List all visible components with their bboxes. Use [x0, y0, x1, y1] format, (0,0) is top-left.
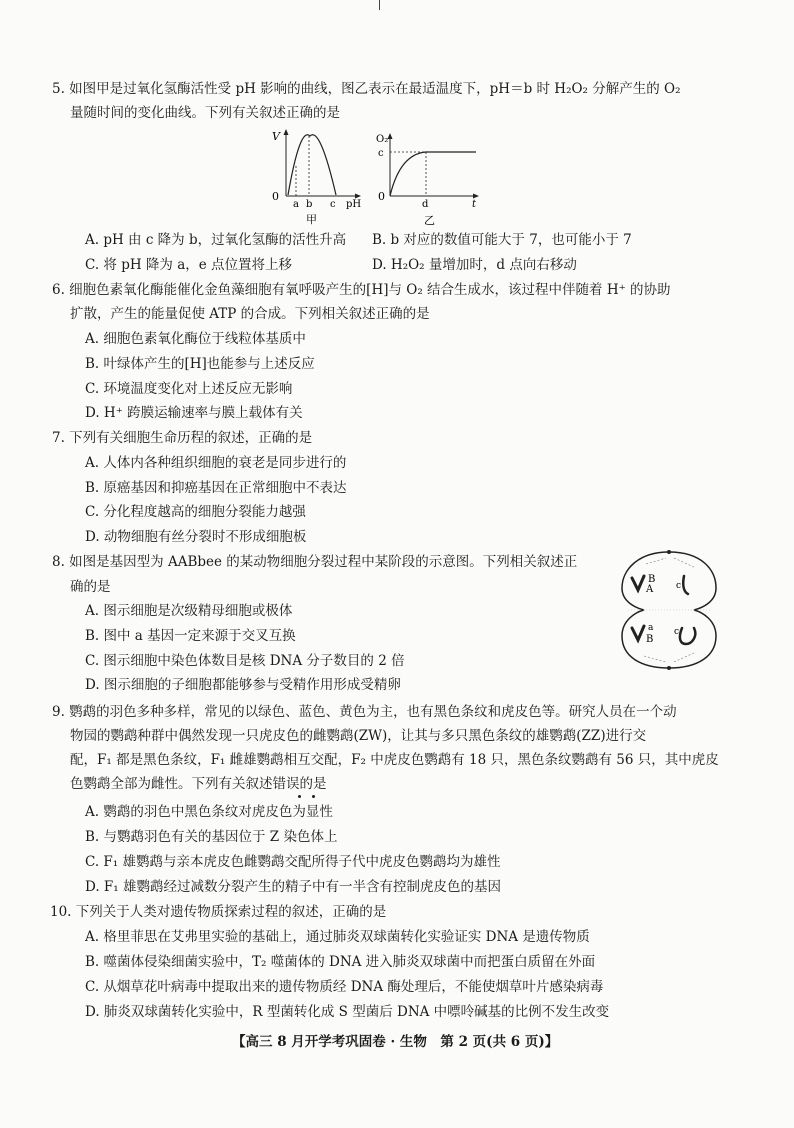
q8-option-b: B. 图中 a 基因一定来源于交叉互换 — [85, 628, 296, 644]
q7-option-c: C. 分化程度越高的细胞分裂能力越强 — [85, 504, 306, 520]
q5-option-b: B. b 对应的数值可能大于 7，也可能小于 7 — [372, 232, 632, 248]
q6-stem-line2: 扩散，产生的能量促使 ATP 的合成。下列相关叙述正确的是 — [70, 306, 430, 322]
q9-option-c: C. F₁ 雄鹦鹉与亲本虎皮色雌鹦鹉交配所得子代中虎皮色鹦鹉均为雄性 — [85, 854, 501, 870]
q5-stem-line2: 量随时间的变化曲线。下列有关叙述正确的是 — [70, 105, 340, 121]
q9-option-b: B. 与鹦鹉羽色有关的基因位于 Z 染色体上 — [85, 829, 338, 845]
graph-jia-y-label: V — [272, 130, 280, 143]
q10-option-c: C. 从烟草花叶病毒中提取出来的遗传物质经 DNA 酶处理后，不能使烟草叶片感染病毒 — [85, 979, 604, 995]
fig-label-B-top: B — [648, 574, 656, 585]
emphasis-dot — [298, 795, 301, 798]
q7-option-b: B. 原癌基因和抑癌基因在正常细胞中不表达 — [85, 480, 347, 496]
graph-yi-y-tick: c — [378, 148, 384, 159]
q6-option-a: A. 细胞色素氧化酶位于线粒体基质中 — [85, 331, 306, 347]
q9-stem-line3: 配，F₁ 都是黑色条纹，F₁ 雌雄鹦鹉相互交配，F₂ 中虎皮色鹦鹉有 18 只，黑色条纹鹦鹉有 56 只，其中虎皮 — [70, 752, 719, 768]
graph-jia-x-label: pH — [346, 199, 362, 210]
graph-jia-tick-c: c — [330, 199, 336, 210]
q10-option-b: B. 噬菌体侵染细菌实验中，T₂ 噬菌体的 DNA 进入肺炎双球菌中而把蛋白质留在外面 — [85, 954, 596, 970]
q8-stem-line2: 确的是 — [70, 579, 111, 595]
q5-graph-yi — [372, 130, 492, 230]
q8-option-a: A. 图示细胞是次级精母细胞或极体 — [85, 603, 293, 619]
q6-stem-line1: 6. 细胞色素氧化酶能催化金鱼藻细胞有氧呼吸产生的[H]与 O₂ 结合生成水，该过程中伴随着 H⁺ 的协助 — [52, 282, 671, 298]
q7-option-a: A. 人体内各种组织细胞的衰老是同步进行的 — [85, 455, 347, 471]
q5-option-c: C. 将 pH 降为 a，e 点位置将上移 — [85, 257, 293, 273]
fig-label-a-bottom: a — [648, 623, 654, 633]
emphasis-dot — [312, 795, 315, 798]
q9-option-d: D. F₁ 雄鹦鹉经过减数分裂产生的精子中有一半含有控制虎皮色的基因 — [85, 879, 501, 895]
graph-yi-origin: 0 — [378, 190, 385, 203]
fig-label-c-top: c — [676, 581, 682, 591]
q8-option-d: D. 图示细胞的子细胞都能够参与受精作用形成受精卵 — [85, 677, 401, 693]
q6-option-c: C. 环境温度变化对上述反应无影响 — [85, 381, 293, 397]
graph-yi-x-tick: d — [422, 199, 429, 210]
q7-stem: 7. 下列有关细胞生命历程的叙述，正确的是 — [52, 430, 313, 446]
q8-option-c: C. 图示细胞中染色体数目是核 DNA 分子数目的 2 倍 — [85, 653, 405, 669]
graph-yi-x-label: t — [472, 199, 477, 210]
q8-stem-line1: 8. 如图是基因型为 AABbee 的某动物细胞分裂过程中某阶段的示意图。下列相关叙述正 — [52, 554, 578, 570]
graph-jia-caption: 甲 — [306, 213, 317, 226]
q10-option-d: D. 肺炎双球菌转化实验中，R 型菌转化成 S 型菌后 DNA 中嘌呤碱基的比例不发生改变 — [85, 1004, 610, 1020]
q5-graph-jia — [270, 126, 370, 226]
fig-label-c-bottom: c — [674, 627, 680, 637]
fig-label-B-bottom: B — [646, 634, 654, 645]
fig-label-A-top: A — [646, 584, 654, 595]
top-margin-mark — [379, 0, 380, 10]
q10-stem: 10. 下列关于人类对遗传物质探索过程的叙述，正确的是 — [50, 904, 387, 920]
page-footer: 【高三 8 月开学考巩固卷 · 生物 第 2 页(共 6 页)】 — [232, 1034, 559, 1050]
graph-jia-tick-a: a — [293, 199, 299, 210]
q9-stem-line1: 9. 鹦鹉的羽色多种多样，常见的以绿色、蓝色、黄色为主，也有黑色条纹和虎皮色等。研究人员在一个动 — [52, 704, 677, 720]
q5-option-d: D. H₂O₂ 量增加时，d 点向右移动 — [372, 257, 577, 273]
q5-option-a: A. pH 由 c 降为 b，过氧化氢酶的活性升高 — [85, 232, 347, 248]
graph-jia-origin: 0 — [272, 190, 279, 203]
graph-yi-caption: 乙 — [424, 214, 435, 227]
q9-stem-line4: 色鹦鹉全部为雌性。下列有关叙述错误的是 — [70, 776, 327, 792]
q6-option-d: D. H⁺ 跨膜运输速率与膜上载体有关 — [85, 405, 303, 421]
q6-option-b: B. 叶绿体产生的[H]也能参与上述反应 — [85, 356, 315, 372]
q9-option-a: A. 鹦鹉的羽色中黑色条纹对虎皮色为显性 — [85, 804, 333, 820]
q7-option-d: D. 动物细胞有丝分裂时不形成细胞板 — [85, 529, 307, 545]
q8-cell-figure — [618, 548, 720, 672]
graph-yi-y-label: O₂ — [376, 134, 389, 145]
q9-stem-line2: 物园的鹦鹉种群中偶然发现一只虎皮色的雌鹦鹉(ZW)，让其与多只黑色条纹的雄鹦鹉(ZZ)进行交 — [70, 728, 647, 744]
q5-stem-line1: 5. 如图甲是过氧化氢酶活性受 pH 影响的曲线，图乙表示在最适温度下，pH＝b 时 H₂O₂ 分解产生的 O₂ — [52, 81, 681, 97]
q10-option-a: A. 格里菲思在艾弗里实验的基础上，通过肺炎双球菌转化实验证实 DNA 是遗传物质 — [85, 929, 590, 945]
graph-jia-tick-b: b — [306, 199, 313, 210]
